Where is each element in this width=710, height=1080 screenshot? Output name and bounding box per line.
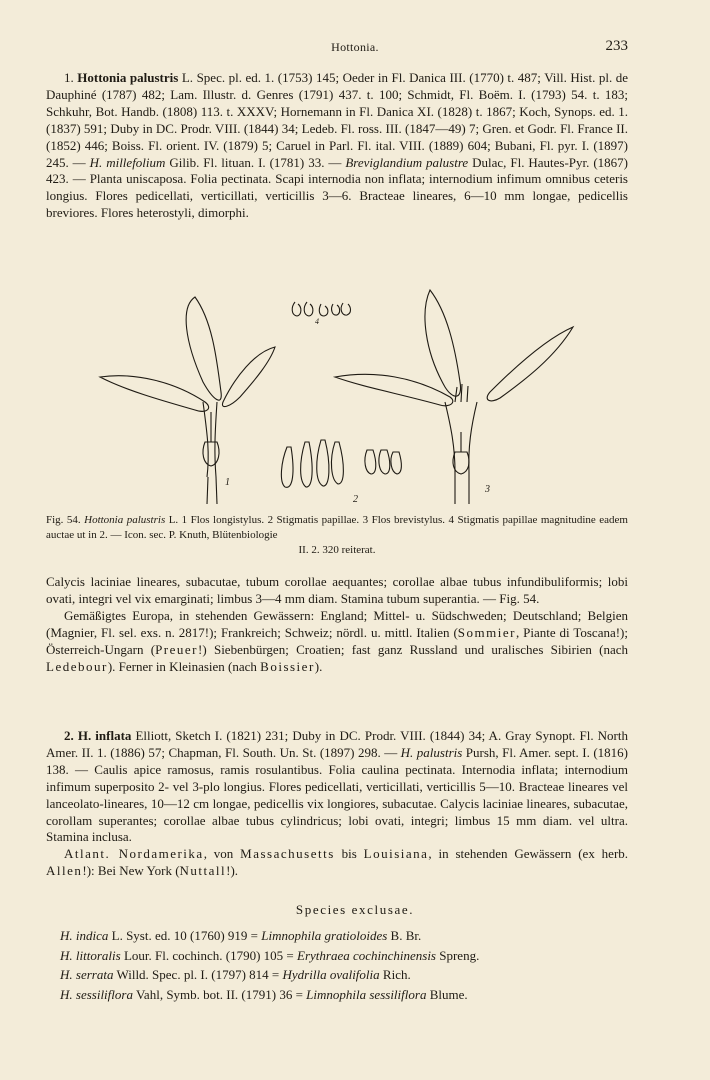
figure-54-illustration xyxy=(95,282,605,507)
distribution-text: , Piante di Toscana!); Österreich-Ungarn ( xyxy=(46,624,628,657)
species-2-entry xyxy=(46,728,628,880)
flower-longistylus-drawing xyxy=(100,297,275,504)
description-text: Calycis laciniae lineares, subacutae, tubum corollae aequantes; corollae albae tubus infundibuliformis; lobi ovati, integri vel vix emarginati; limbus 3—4 mm diam. Stamina tubum superantia. — Fig. 54. xyxy=(46,574,628,606)
distribution-text: Massachusetts xyxy=(240,846,335,862)
section-title-excluded: Species exclusae. xyxy=(295,902,415,917)
figure-label-1: 1 xyxy=(225,477,230,488)
accepted-author: B. Br. xyxy=(387,928,422,943)
caption-last-line: II. 2. 320 reiterat. xyxy=(298,544,376,556)
distribution-text: !). xyxy=(226,863,239,879)
accepted-author: Blume. xyxy=(426,986,468,1002)
excluded-citation: Lour. Fl. cochinch. (1790) 105 = xyxy=(120,947,297,963)
figure-label-3: 3 xyxy=(485,484,490,495)
papillae-2-drawing xyxy=(281,440,401,487)
distribution-paragraph xyxy=(46,608,628,676)
distribution-text: Gemäßigtes Europa, in stehenden Gewässern: England; Mittel- u. Südschweden; Deutschland; Belgien (Magnier, Fl. sel. exs. n. 2817!); Frankreich; Schweiz; nördl. u. mittl. Italien ( xyxy=(46,607,628,640)
running-head: Hottonia. xyxy=(331,40,379,54)
excluded-species-name: H. sessiliflora xyxy=(60,986,133,1002)
synonym-name: H. millefolium xyxy=(89,154,166,170)
figure-label-4: 4 xyxy=(315,317,319,326)
figure-label-2: 2 xyxy=(353,494,358,505)
citation-text: Elliott, Sketch I. (1821) 231; Duby in DC. Prodr. VIII. (1844) 34; A. Gray Synopt. Fl. North Amer. II. 1. (1886) 57; Chapman, Fl. South. Un. St. (1897) 298. — xyxy=(46,728,628,760)
flower-brevistylus-drawing xyxy=(335,290,573,504)
excluded-item xyxy=(60,926,630,946)
distribution-text: bis xyxy=(334,846,364,862)
papillae-4-drawing xyxy=(292,302,350,316)
collector-name: Ledebour xyxy=(46,658,108,674)
excluded-species-name: H. indica xyxy=(60,928,109,943)
page-number: 233 xyxy=(605,38,628,54)
distribution-text: !): Bei New York ( xyxy=(82,863,180,879)
species-number: 1. xyxy=(64,70,74,85)
excluded-citation: Willd. Spec. pl. I. (1797) 814 = xyxy=(113,967,283,982)
accepted-name: Limnophila sessiliflora xyxy=(306,986,427,1002)
distribution-text: , von xyxy=(203,846,241,862)
collector-name: Sommier xyxy=(457,624,516,640)
distribution-text: Atlant. Nordamerika xyxy=(64,846,204,862)
species-1-description xyxy=(46,574,628,675)
distribution-paragraph xyxy=(46,846,628,880)
distribution-text: ). xyxy=(314,658,323,674)
synonym-name: Breviglandium palustre xyxy=(345,154,469,170)
caption-prefix: Fig. 54. xyxy=(46,514,85,526)
caption-species: Hottonia palustris xyxy=(84,514,166,526)
distribution-text: , in stehenden Gewässern (ex herb. xyxy=(428,846,629,862)
distribution-text: ). Ferner in Kleinasien (nach xyxy=(107,658,261,674)
excluded-citation: L. Syst. ed. 10 (1760) 919 = xyxy=(108,928,262,943)
species-name: inflata xyxy=(95,728,132,743)
excluded-list xyxy=(60,926,630,1004)
distribution-text: !) Siebenbürgen; Croatien; fast ganz Russland und uralisches Sibirien (nach xyxy=(198,641,628,657)
citation-text: L. Spec. pl. ed. 1. (1753) 145; Oeder in Fl. Danica III. (1770) t. 487; Vill. Hist. pl. de Dauphiné (1787) 482; Lam. Illustr. d. Genres (1791) 437. t. 100; Schmidt, Fl. Boëm. I. (1793) 54. t. 183; Schkuhr, Bot. Handb. (1808) 113. t. XXXV; Hornemann in Fl. Danica XI. (1828) t. 1867; Koch, Synops. ed. 1. (1837) 591; Duby in DC. Prodr. VIII. (1844) 34; Ledeb. Fl. ross. III. (1847—49) 7; Gren. et Godr. Fl. France II. (1852) 446; Boiss. Fl. orient. IV. (1879) 5; Caruel in Parl. Fl. ital. VIII. (1889) 604; Bubani, Fl. pyr. I. (1897) 245. — xyxy=(46,70,629,170)
distribution-text: Louisiana xyxy=(363,846,429,862)
accepted-name: Hydrilla ovalifolia xyxy=(282,967,380,982)
collector-name: Allen xyxy=(46,863,83,879)
accepted-name: Limnophila gratioloides xyxy=(261,928,388,943)
excluded-species-name: H. littoralis xyxy=(60,947,121,963)
collector-name: Boissier xyxy=(260,658,315,674)
synonym-name: H. palustris xyxy=(400,744,463,760)
excluded-item xyxy=(60,946,630,966)
species-name: Hottonia palustris xyxy=(77,70,179,85)
collector-name: Preuer xyxy=(155,641,199,657)
species-number: 2. H. xyxy=(64,728,92,743)
excluded-citation: Vahl, Symb. bot. II. (1791) 36 = xyxy=(132,986,307,1002)
species-1-entry xyxy=(46,70,628,222)
citation-text: Gilib. Fl. lituan. I. (1781) 33. — xyxy=(165,154,346,170)
excluded-item xyxy=(60,965,630,985)
accepted-author: Spreng. xyxy=(436,947,480,963)
collector-name: Nuttall xyxy=(179,863,227,879)
description-text: Pursh, Fl. Amer. sept. I. (1816) 138. — Caulis apice ramosus, ramis rosulantibus. Folia caulina pectinata. Internodia inflata; internodium infimum superposito 2- vel 3-plo longius. Flores pedicellati, verticillati, verticillis 5—10. Bracteae lineares vel lanceolato-lineares, 10—12 cm longae, pedicellis vix longiores, subacutae. Calycis laciniae lineares, subacutae, corollam superantes; corollae albae tubus cylindricus; lobi ovati, integri; limbus 15 mm diam. vel ultra. Stamina inclusa. xyxy=(46,744,628,845)
excluded-item xyxy=(60,985,630,1005)
caption-text: L. 1 Flos longistylus. 2 Stigmatis papillae. 3 Flos brevistylus. 4 Stigmatis papillae magnitudine eadem auctae ut in 2. — Icon. sec. P. Knuth, Blütenbiologie xyxy=(46,514,628,541)
accepted-name: Erythraea cochinchinensis xyxy=(297,947,436,963)
excluded-species-name: H. serrata xyxy=(60,967,114,982)
figure-caption xyxy=(46,513,628,558)
description-text: Dulac, Fl. Hautes-Pyr. (1867) 423. — Planta uniscaposa. Folia pectinata. Scapi internodia non inflata; internodium infimum omnibus ceteris longius. Flores pedicellati, verticillati, verticillis 3—6. Bracteae lineares, 6—10 mm longae, pedicellis breviores. Flores heterostyli, dimorphi. xyxy=(46,154,628,221)
accepted-author: Rich. xyxy=(379,967,411,982)
